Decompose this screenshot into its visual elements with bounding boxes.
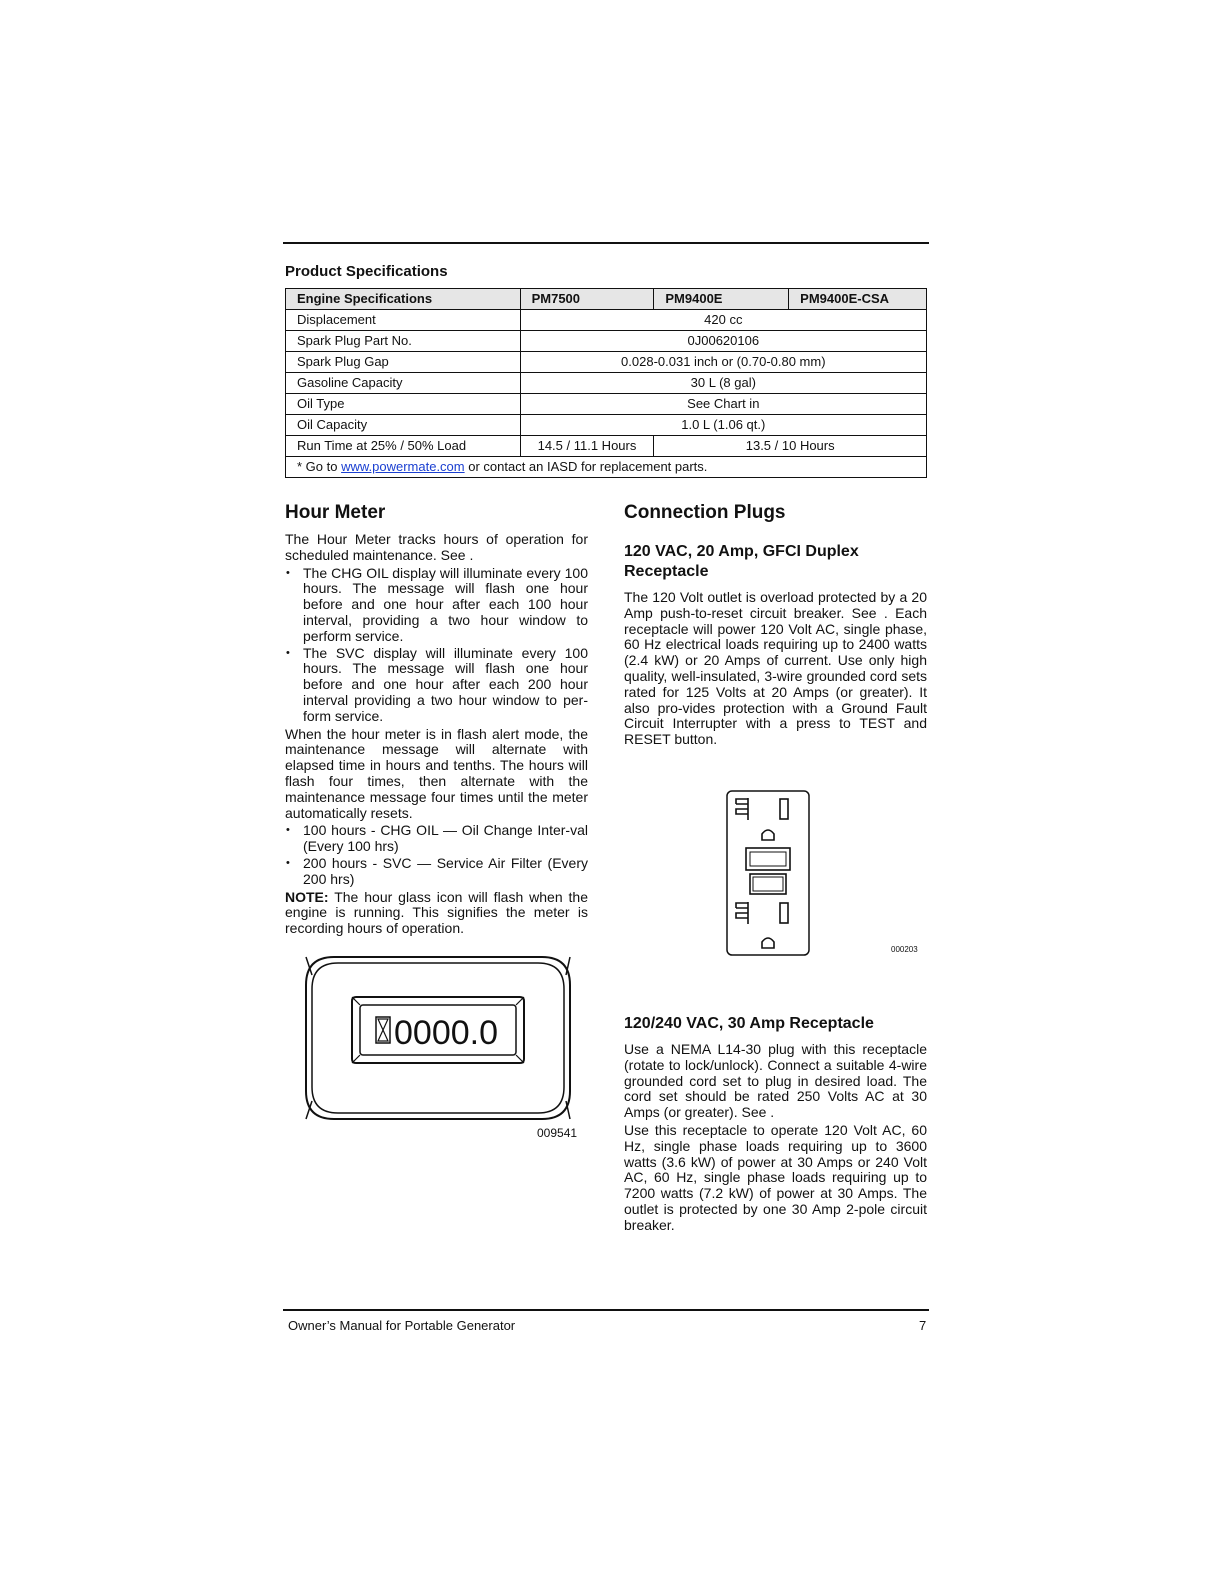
spec-value: 14.5 / 11.1 Hours [520, 436, 654, 457]
outlet-top-icon [736, 798, 788, 840]
hour-meter-section [285, 502, 588, 939]
spec-note [286, 457, 927, 478]
spec-value: 0.028-0.031 inch or (0.70-0.80 mm) [520, 352, 926, 373]
gfci-figure-id: 000203 [891, 945, 918, 954]
page-number: 7 [919, 1318, 927, 1333]
note-label: NOTE: [285, 888, 329, 905]
hour-meter-heading: Hour Meter [285, 502, 386, 523]
list-item: • The CHG OIL display will illuminate every 100 hours. The message will flash one hour before and one hour after each 100 hour interval, providing a two hour window to perform service. [303, 566, 588, 645]
top-rule [283, 242, 929, 244]
spec-note-prefix: * Go to [297, 459, 342, 474]
spec-label: Spark Plug Part No. [286, 331, 521, 352]
hour-meter-intro: The Hour Meter tracks hours of operation for scheduled maintenance. See . [285, 531, 588, 563]
table-row [286, 331, 927, 352]
spec-value: 1.0 L (1.06 qt.) [520, 415, 926, 436]
spec-label: Run Time at 25% / 50% Load [286, 436, 521, 457]
hour-meter-intervals [285, 823, 588, 887]
l1430-heading: 120/240 VAC, 30 Amp Receptacle [624, 1014, 874, 1032]
hourglass-icon [376, 1017, 390, 1043]
hour-meter-figure [304, 955, 572, 1121]
table-row [286, 394, 927, 415]
spec-value: 0J00620106 [520, 331, 926, 352]
l1430-text-1: Use a NEMA L14-30 plug with this receptacle (rotate to lock/unlock). Connect a suitable 4-wire grounded cord set to plug in desired load. The cord set should be rated 250 Volts AC at 30 Amps (or greater). See . [624, 1040, 927, 1121]
spec-label: Gasoline Capacity [286, 373, 521, 394]
spec-label: Oil Capacity [286, 415, 521, 436]
spec-label: Spark Plug Gap [286, 352, 521, 373]
spec-title: Product Specifications [285, 263, 448, 280]
spec-header-cell: Engine Specifications [286, 289, 521, 310]
list-item: • The SVC display will illuminate every 100 hours. The message will flash one hour before and one hour after each 200 hour interval providing a two hour window to per-form service. [303, 646, 588, 725]
reset-button-icon [746, 848, 790, 870]
spec-value: 30 L (8 gal) [520, 373, 926, 394]
table-row [286, 436, 927, 457]
spec-value: 420 cc [520, 310, 926, 331]
spec-value: 13.5 / 10 Hours [654, 436, 927, 457]
table-row [286, 373, 927, 394]
connection-plugs-heading: Connection Plugs [624, 502, 786, 523]
spec-note-suffix: or contact an IASD for replacement parts. [464, 459, 708, 474]
spec-header-cell: PM9400E [654, 289, 789, 310]
test-button-icon [750, 874, 786, 894]
spec-label: Oil Type [286, 394, 521, 415]
bottom-rule [283, 1309, 929, 1311]
spec-label: Displacement [286, 310, 521, 331]
meter-figure-id: 009541 [537, 1126, 578, 1140]
powermate-link[interactable]: www.powermate.com [341, 459, 465, 474]
outlet-bottom-icon [736, 902, 788, 948]
table-row [286, 415, 927, 436]
flash-alert-text: When the hour meter is in flash alert mode, the maintenance message will alternate with elapsed time in hours and tenths. The hours will flash four times, then alternate with the maintenance message four times until the meter automatically resets. [285, 725, 588, 821]
list-item: • 200 hours - SVC — Service Air Filter (Every 200 hrs) [303, 856, 588, 888]
hour-meter-bullets [285, 566, 588, 725]
gfci-text: The 120 Volt outlet is overload protected by a 20 Amp push-to-reset circuit breaker. See . Each receptacle will power 120 Volt AC, single phase, 60 Hz electrical loads requiring up to 2400 watts (2.4 kW) or 20 Amps of current. Use only high quality, well-insulated, 3-wire grounded cord sets rated for 125 Volts at 20 Amps (or greater). It also pro-vides protection with a Ground Fault Circuit Interrupter with a press to TEST and RESET button. [624, 589, 927, 748]
hour-meter-note [285, 890, 588, 937]
note-text: The hour glass icon will flash when the engine is running. This signifies the meter is recording hours of operation. [285, 888, 588, 937]
gfci-heading: 120 VAC, 20 Amp, GFCI Duplex Receptacle [624, 543, 859, 580]
spec-header-cell: PM7500 [520, 289, 654, 310]
spec-header-row [286, 289, 927, 310]
spec-value: See Chart in [520, 394, 926, 415]
table-row [286, 352, 927, 373]
table-row [286, 310, 927, 331]
spec-table [285, 288, 927, 478]
list-item: • 100 hours - CHG OIL — Oil Change Inter-val (Every 100 hrs) [303, 823, 588, 855]
spec-header-cell: PM9400E-CSA [789, 289, 927, 310]
table-row [286, 457, 927, 478]
l1430-text-2: Use this receptacle to operate 120 Volt AC, 60 Hz, single phase loads requiring up to 3600 watts (3.6 kW) of power at 30 Amps or 240 Volt AC, 60 Hz, single phase loads requiring up to 7200 watts (7.2 kW) of power at 30 Amps. The outlet is protected by one 30 Amp 2-pole circuit breaker. [624, 1121, 927, 1233]
footer-title: Owner’s Manual for Portable Generator [288, 1318, 516, 1333]
hour-meter-display: 0000.0 [394, 1014, 498, 1052]
gfci-receptacle-figure [726, 790, 810, 956]
